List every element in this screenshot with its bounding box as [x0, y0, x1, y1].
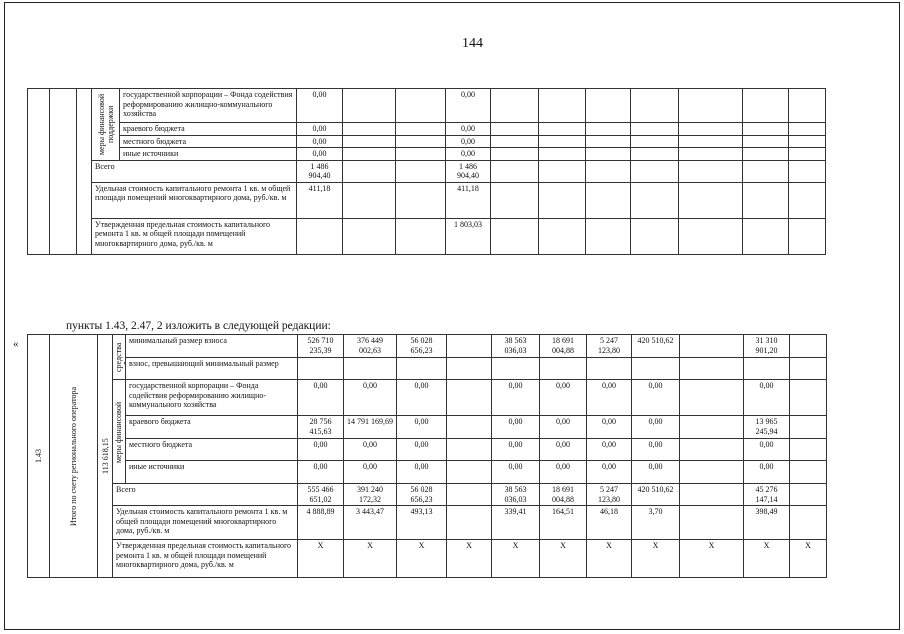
value-cell — [539, 135, 586, 148]
table-row — [28, 160, 826, 182]
table-row — [28, 357, 859, 380]
value-cell: 0,00 — [632, 380, 680, 416]
value-cell: 38 563 036,03 — [492, 484, 540, 506]
value-cell — [789, 89, 826, 123]
row-label: краевого бюджета — [120, 123, 297, 136]
blank-cell — [28, 89, 50, 255]
value-cell: X — [492, 540, 540, 578]
value-cell: 0,00 — [540, 461, 587, 484]
own-funds-label-text: средства собствен-ников — [114, 340, 126, 374]
value-cell — [491, 123, 539, 136]
value-cell — [491, 218, 539, 254]
value-cell — [744, 357, 790, 380]
group-label-text: меры финансовой поддержки — [96, 93, 115, 155]
value-cell — [679, 89, 743, 123]
value-cell — [397, 357, 447, 380]
value-cell: 0,00 — [446, 89, 491, 123]
value-cell — [539, 160, 586, 182]
value-cell: 0,00 — [297, 123, 343, 136]
row-label: местного бюджета — [120, 135, 297, 148]
value-cell: 0,00 — [540, 438, 587, 461]
value-cell — [743, 148, 789, 161]
quote-mark: « — [13, 338, 19, 350]
value-cell: 0,00 — [397, 461, 447, 484]
value-cell — [491, 182, 539, 218]
section-heading: пункты 1.43, 2.47, 2 изложить в следующей редакции: — [66, 320, 331, 332]
value-cell: 339,41 — [492, 506, 540, 540]
value-cell — [539, 123, 586, 136]
table-row — [28, 506, 859, 540]
value-cell — [447, 461, 492, 484]
value-cell: 0,00 — [587, 461, 632, 484]
value-cell: 391 240 172,32 — [344, 484, 397, 506]
item-number — [28, 335, 50, 578]
value-cell: 0,00 — [397, 416, 447, 439]
value-cell: 1 486 904,40 — [297, 160, 343, 182]
value-cell — [447, 416, 492, 439]
table-row — [28, 484, 859, 506]
support-label-text: меры финансовой поддержки — [114, 400, 126, 463]
value-cell — [790, 335, 827, 358]
value-cell — [631, 123, 679, 136]
value-cell — [343, 89, 396, 123]
value-cell — [396, 89, 446, 123]
row-label: Всего — [92, 160, 297, 182]
row-label: Удельная стоимость капитального ремонта 1 кв. м общей площади помещений многоквартирного дома, руб./кв. м — [92, 182, 297, 218]
value-cell: 0,00 — [632, 416, 680, 439]
value-cell: 0,00 — [344, 438, 397, 461]
value-cell — [680, 416, 744, 439]
value-cell — [631, 89, 679, 123]
item-area — [98, 335, 113, 578]
value-cell — [680, 438, 744, 461]
blank-cell — [77, 89, 92, 255]
table-row — [28, 540, 859, 578]
value-cell: 28 756 415,63 — [298, 416, 344, 439]
value-cell — [344, 357, 397, 380]
value-cell: 0,00 — [344, 380, 397, 416]
value-cell — [396, 160, 446, 182]
value-cell — [539, 182, 586, 218]
value-cell: 31 310 901,20 — [744, 335, 790, 358]
value-cell: 493,13 — [397, 506, 447, 540]
table-row — [28, 335, 859, 358]
value-cell: 0,00 — [397, 380, 447, 416]
value-cell — [586, 148, 631, 161]
value-cell: X — [447, 540, 492, 578]
value-cell: 411,18 — [446, 182, 491, 218]
value-cell — [790, 438, 827, 461]
value-cell: 0,00 — [446, 123, 491, 136]
value-cell — [631, 135, 679, 148]
value-cell: 0,00 — [540, 380, 587, 416]
value-cell: 0,00 — [298, 438, 344, 461]
value-cell: 0,00 — [297, 135, 343, 148]
value-cell: 0,00 — [297, 148, 343, 161]
value-cell: 0,00 — [297, 89, 343, 123]
value-cell: 411,18 — [297, 182, 343, 218]
top-table — [27, 88, 826, 255]
value-cell — [789, 218, 826, 254]
value-cell — [679, 218, 743, 254]
page-number: 144 — [462, 36, 483, 51]
value-cell: X — [540, 540, 587, 578]
value-cell: 5 247 123,80 — [587, 484, 632, 506]
table-row — [28, 182, 826, 218]
value-cell — [540, 357, 587, 380]
table-row — [28, 218, 826, 254]
value-cell — [396, 182, 446, 218]
value-cell: 1 486 904,40 — [446, 160, 491, 182]
value-cell — [743, 160, 789, 182]
value-cell: 0,00 — [397, 438, 447, 461]
value-cell: 0,00 — [540, 416, 587, 439]
value-cell — [789, 182, 826, 218]
value-cell — [789, 135, 826, 148]
value-cell: 0,00 — [632, 438, 680, 461]
item-name-text: Итого по счету регионального оператора — [69, 386, 78, 526]
value-cell: 56 028 656,23 — [397, 335, 447, 358]
value-cell — [743, 218, 789, 254]
value-cell — [343, 218, 396, 254]
value-cell — [343, 182, 396, 218]
value-cell: 0,00 — [492, 461, 540, 484]
value-cell — [297, 218, 343, 254]
value-cell: 0,00 — [344, 461, 397, 484]
row-label: местного бюджета — [126, 438, 298, 461]
value-cell: 0,00 — [492, 438, 540, 461]
value-cell: 420 510,62 — [632, 335, 680, 358]
value-cell: 0,00 — [744, 438, 790, 461]
value-cell: 18 691 004,88 — [540, 335, 587, 358]
value-cell: 164,51 — [540, 506, 587, 540]
row-label: краевого бюджета — [126, 416, 298, 439]
value-cell: 46,18 — [587, 506, 632, 540]
item-number-text: 1.43 — [34, 449, 43, 463]
value-cell — [679, 135, 743, 148]
value-cell: X — [680, 540, 744, 578]
value-cell — [491, 160, 539, 182]
value-cell: X — [587, 540, 632, 578]
own-funds-label — [113, 335, 126, 380]
table-row — [28, 123, 826, 136]
table-row — [28, 89, 826, 123]
value-cell — [680, 484, 744, 506]
row-label: минимальный размер взноса — [126, 335, 298, 358]
value-cell: 0,00 — [298, 380, 344, 416]
value-cell: 5 247 123,80 — [587, 335, 632, 358]
value-cell: X — [790, 540, 827, 578]
row-label: Утвержденная предельная стоимость капитального ремонта 1 кв. м общей площади помещений многоквартирного дома, руб./кв. м — [113, 540, 298, 578]
value-cell — [539, 148, 586, 161]
bottom-table — [27, 334, 859, 578]
value-cell — [586, 160, 631, 182]
value-cell: 0,00 — [492, 416, 540, 439]
value-cell — [491, 135, 539, 148]
value-cell: 0,00 — [632, 461, 680, 484]
value-cell: 1 803,03 — [446, 218, 491, 254]
value-cell: 0,00 — [446, 148, 491, 161]
value-cell — [491, 148, 539, 161]
value-cell — [539, 89, 586, 123]
row-label: иные источники — [120, 148, 297, 161]
value-cell: 0,00 — [744, 380, 790, 416]
value-cell: 56 028 656,23 — [397, 484, 447, 506]
group-label — [92, 89, 120, 161]
value-cell — [396, 148, 446, 161]
value-cell: 0,00 — [587, 438, 632, 461]
value-cell — [679, 148, 743, 161]
value-cell — [343, 148, 396, 161]
table-row — [28, 438, 859, 461]
value-cell — [631, 218, 679, 254]
value-cell — [743, 182, 789, 218]
value-cell: 420 510,62 — [632, 484, 680, 506]
value-cell — [790, 357, 827, 380]
value-cell — [343, 160, 396, 182]
table-row — [28, 380, 859, 416]
value-cell: X — [344, 540, 397, 578]
value-cell — [447, 380, 492, 416]
value-cell — [447, 438, 492, 461]
value-cell — [743, 123, 789, 136]
row-label: Утвержденная предельная стоимость капитального ремонта 1 кв. м общей площади помещений многоквартирного дома, руб./кв. м — [92, 218, 297, 254]
value-cell — [790, 506, 827, 540]
value-cell — [491, 89, 539, 123]
value-cell — [586, 218, 631, 254]
value-cell — [586, 182, 631, 218]
value-cell — [789, 123, 826, 136]
value-cell: 0,00 — [492, 380, 540, 416]
value-cell: 526 710 235,39 — [298, 335, 344, 358]
value-cell: 0,00 — [587, 416, 632, 439]
value-cell — [680, 506, 744, 540]
value-cell: 3,70 — [632, 506, 680, 540]
value-cell — [447, 357, 492, 380]
value-cell: 0,00 — [298, 461, 344, 484]
value-cell: 0,00 — [744, 461, 790, 484]
value-cell — [396, 218, 446, 254]
value-cell — [679, 182, 743, 218]
row-label: взнос, превышающий минимальный размер — [126, 357, 298, 380]
value-cell — [680, 380, 744, 416]
table-row — [28, 461, 859, 484]
value-cell: 4 888,89 — [298, 506, 344, 540]
row-label: государственной корпорации – Фонда содействия реформированию жилищно-коммунального хозяйства — [126, 380, 298, 416]
row-label: государственной корпорации – Фонда содействия реформированию жилищно-коммунального хозяйства — [120, 89, 297, 123]
value-cell — [631, 182, 679, 218]
value-cell — [586, 89, 631, 123]
value-cell: X — [298, 540, 344, 578]
value-cell: X — [632, 540, 680, 578]
value-cell — [492, 357, 540, 380]
value-cell — [539, 218, 586, 254]
value-cell: 398,49 — [744, 506, 790, 540]
table-row — [28, 148, 826, 161]
value-cell — [587, 357, 632, 380]
table-row — [28, 416, 859, 439]
value-cell: 555 466 651,02 — [298, 484, 344, 506]
value-cell: 14 791 169,69 — [344, 416, 397, 439]
value-cell — [343, 135, 396, 148]
value-cell — [790, 461, 827, 484]
value-cell — [586, 135, 631, 148]
value-cell — [298, 357, 344, 380]
value-cell — [679, 123, 743, 136]
value-cell — [790, 416, 827, 439]
value-cell — [396, 135, 446, 148]
value-cell — [396, 123, 446, 136]
value-cell — [789, 160, 826, 182]
support-label — [113, 380, 126, 484]
value-cell: 45 276 147,14 — [744, 484, 790, 506]
row-label: Удельная стоимость капитального ремонта 1 кв. м общей площади помещений многоквартирного дома, руб./кв. м — [113, 506, 298, 540]
value-cell — [631, 148, 679, 161]
value-cell — [447, 506, 492, 540]
value-cell: 18 691 004,88 — [540, 484, 587, 506]
value-cell — [680, 357, 744, 380]
value-cell: 0,00 — [587, 380, 632, 416]
value-cell — [586, 123, 631, 136]
value-cell: 3 443,47 — [344, 506, 397, 540]
value-cell — [680, 461, 744, 484]
value-cell: 376 449 002,63 — [344, 335, 397, 358]
item-area-text: 113 618,15 — [100, 438, 110, 474]
table-row — [28, 135, 826, 148]
value-cell — [343, 123, 396, 136]
value-cell: 0,00 — [446, 135, 491, 148]
value-cell: 13 965 245,94 — [744, 416, 790, 439]
value-cell — [631, 160, 679, 182]
value-cell — [679, 160, 743, 182]
value-cell — [743, 89, 789, 123]
value-cell — [743, 135, 789, 148]
value-cell — [447, 484, 492, 506]
value-cell — [790, 380, 827, 416]
value-cell — [632, 357, 680, 380]
blank-cell — [50, 89, 77, 255]
row-label: иные источники — [126, 461, 298, 484]
value-cell: X — [397, 540, 447, 578]
value-cell — [680, 335, 744, 358]
value-cell — [789, 148, 826, 161]
value-cell: X — [744, 540, 790, 578]
item-name — [50, 335, 98, 578]
value-cell — [790, 484, 827, 506]
value-cell: 38 563 036,03 — [492, 335, 540, 358]
value-cell — [447, 335, 492, 358]
row-label: Всего — [113, 484, 298, 506]
